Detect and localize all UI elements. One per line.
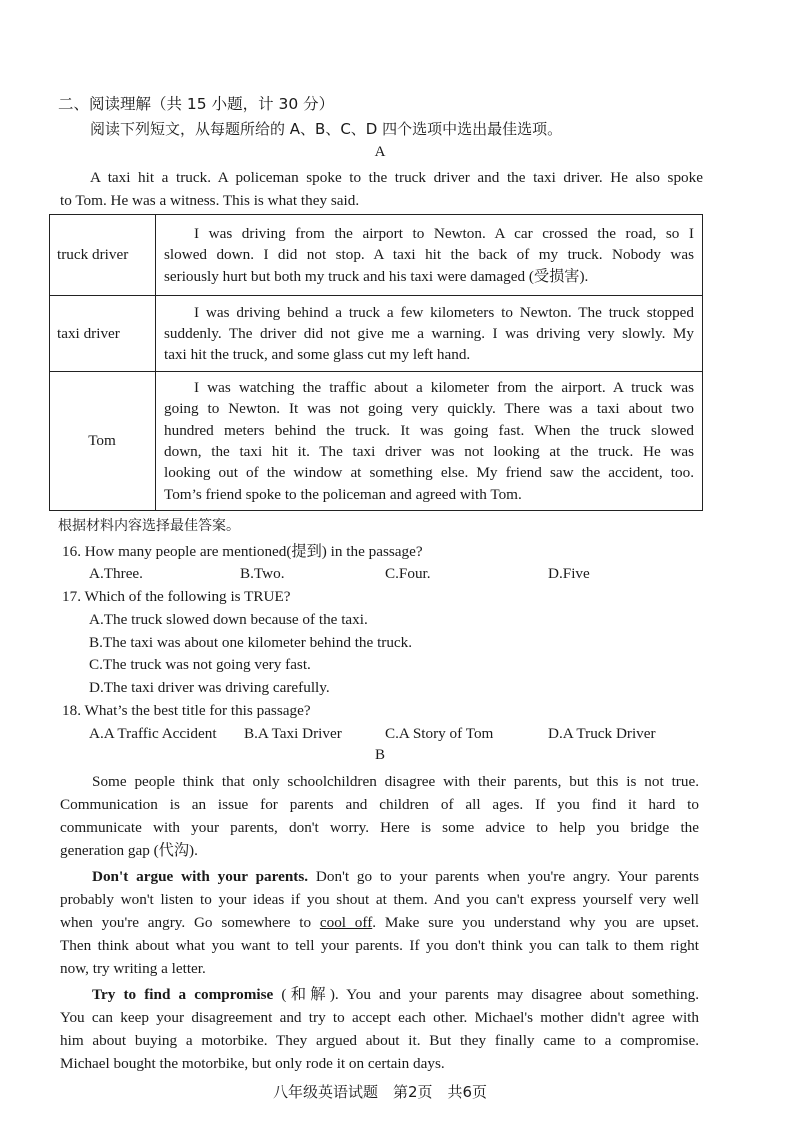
intro-line: A taxi hit a truck. A policeman spoke to the truck driver and the taxi driver. He also spoke bbox=[90, 169, 703, 186]
paragraph-text: . Make sure you understand why you are upset. bbox=[372, 914, 699, 931]
question-17-option-b[interactable]: B.The taxi was about one kilometer behind the truck. bbox=[89, 634, 413, 651]
paragraph-text: (和解). You and your parents may disagree about something. bbox=[273, 986, 699, 1003]
question-17-option-d[interactable]: D.The taxi driver was driving carefully. bbox=[89, 679, 330, 696]
speaker-cell: taxi driver bbox=[50, 296, 156, 372]
advice-heading-2: Try to find a compromise bbox=[92, 986, 274, 1003]
statement-line: seriously hurt but both my truck and his taxi were damaged (受损害). bbox=[164, 267, 589, 285]
question-17-stem: 17. Which of the following is TRUE? bbox=[62, 588, 291, 605]
paragraph-line: now, try writing a letter. bbox=[60, 960, 206, 977]
statement-line: suddenly. The driver did not give me a warning. I was driving very slowly. My bbox=[164, 324, 694, 342]
statement-line: I was driving behind a truck a few kilometers to Newton. The truck stopped bbox=[194, 303, 694, 321]
statement-line: Tom’s friend spoke to the policeman and agreed with Tom. bbox=[164, 485, 522, 503]
paragraph-line bbox=[60, 865, 699, 888]
intro-line: to Tom. He was a witness. This is what they said. bbox=[60, 192, 360, 209]
question-17-option-a[interactable]: A.The truck slowed down because of the taxi. bbox=[89, 611, 368, 628]
question-16-option-c[interactable]: C.Four. bbox=[385, 565, 431, 582]
question-18-option-b[interactable]: B.A Taxi Driver bbox=[244, 725, 342, 742]
paragraph-text: Don't go to your parents when you're angry. Your parents bbox=[308, 868, 699, 885]
witness-statements-table bbox=[49, 214, 703, 511]
section-title: 二、阅读理解（共 15 小题，计 30 分） bbox=[58, 95, 335, 113]
passage-a-intro bbox=[60, 166, 703, 212]
statement-cell bbox=[156, 215, 703, 296]
question-16-option-d[interactable]: D.Five bbox=[548, 565, 590, 582]
statement-line: hundred meters behind the truck. It was going fast. When the truck slowed bbox=[164, 421, 694, 439]
statement-line: down, the taxi hit it. The taxi driver was not looking at the truck. He was bbox=[164, 443, 694, 460]
paragraph-line bbox=[60, 911, 699, 934]
passage-b-letter: B bbox=[374, 747, 385, 763]
statement-cell bbox=[156, 296, 703, 372]
question-18-stem: 18. What’s the best title for this passage? bbox=[62, 702, 311, 719]
paragraph-text: when you're angry. Go somewhere to bbox=[60, 914, 320, 931]
question-18-option-a[interactable]: A.A Traffic Accident bbox=[89, 725, 217, 742]
statement-line: looking out of the window at something else. My friend saw the accident, too. bbox=[164, 464, 694, 482]
statement-line: I was driving from the airport to Newton. A car crossed the road, so I bbox=[194, 225, 694, 243]
passage-b-paragraph-1 bbox=[60, 770, 699, 862]
statement-line: taxi hit the truck, and some glass cut my left hand. bbox=[164, 346, 471, 364]
paragraph-line: You can keep your disagreement and try to accept each other. Michael's mother didn't agree with bbox=[60, 1009, 699, 1026]
table-row bbox=[50, 215, 703, 296]
page-footer: 八年级英语试题 第2页 共6页 bbox=[272, 1083, 488, 1101]
paragraph-line: Communication is an issue for parents and children of all ages. If you find it hard to bbox=[60, 796, 699, 813]
question-18-option-d[interactable]: D.A Truck Driver bbox=[548, 725, 656, 742]
passage-b-paragraph-3 bbox=[60, 983, 699, 1075]
question-17-option-c[interactable]: C.The truck was not going very fast. bbox=[89, 656, 311, 673]
passage-b-paragraph-2 bbox=[60, 865, 699, 980]
passage-a-letter: A bbox=[374, 144, 386, 160]
speaker-cell: Tom bbox=[50, 372, 156, 511]
paragraph-line: Some people think that only schoolchildren disagree with their parents, but this is not true. bbox=[92, 773, 699, 790]
underlined-phrase: cool off bbox=[319, 914, 373, 931]
statement-line: going to Newton. It was not going very quickly. There was a taxi about two bbox=[164, 400, 694, 418]
statement-line: I was watching the traffic about a kilometer from the airport. A truck was bbox=[194, 379, 694, 397]
paragraph-line: generation gap (代沟). bbox=[60, 842, 198, 859]
answer-instruction: 根据材料内容选择最佳答案。 bbox=[58, 518, 240, 534]
statement-cell bbox=[156, 372, 703, 511]
statement-line: slowed down. I did not stop. A taxi hit the back of my truck. Nobody was bbox=[164, 246, 694, 264]
advice-heading-1: Don't argue with your parents. bbox=[92, 868, 309, 885]
paragraph-line: Michael bought the motorbike, but only rode it on certain days. bbox=[60, 1055, 445, 1072]
section-instruction: 阅读下列短文，从每题所给的 A、B、C、D 四个选项中选出最佳选项。 bbox=[90, 120, 563, 138]
speaker-cell: truck driver bbox=[50, 215, 156, 296]
paragraph-line: probably won't listen to your ideas if you shout at them. And you can't express yourself very well bbox=[60, 891, 699, 908]
paragraph-line: communicate with your parents, don't worry. Here is some advice to help you bridge the bbox=[60, 819, 699, 836]
question-16-option-a[interactable]: A.Three. bbox=[89, 565, 143, 582]
question-16-stem: 16. How many people are mentioned(提到) in the passage? bbox=[62, 543, 423, 560]
question-18-option-c[interactable]: C.A Story of Tom bbox=[385, 725, 494, 742]
table-row bbox=[50, 296, 703, 372]
question-16-option-b[interactable]: B.Two. bbox=[240, 565, 285, 582]
paragraph-line: him about buying a motorbike. They argued about it. But they finally came to a compromise. bbox=[60, 1032, 699, 1049]
paragraph-line bbox=[60, 983, 699, 1006]
table-row bbox=[50, 372, 703, 511]
paragraph-line: Then think about what you want to tell your parents. If you don't think you can talk to them right bbox=[60, 937, 699, 954]
